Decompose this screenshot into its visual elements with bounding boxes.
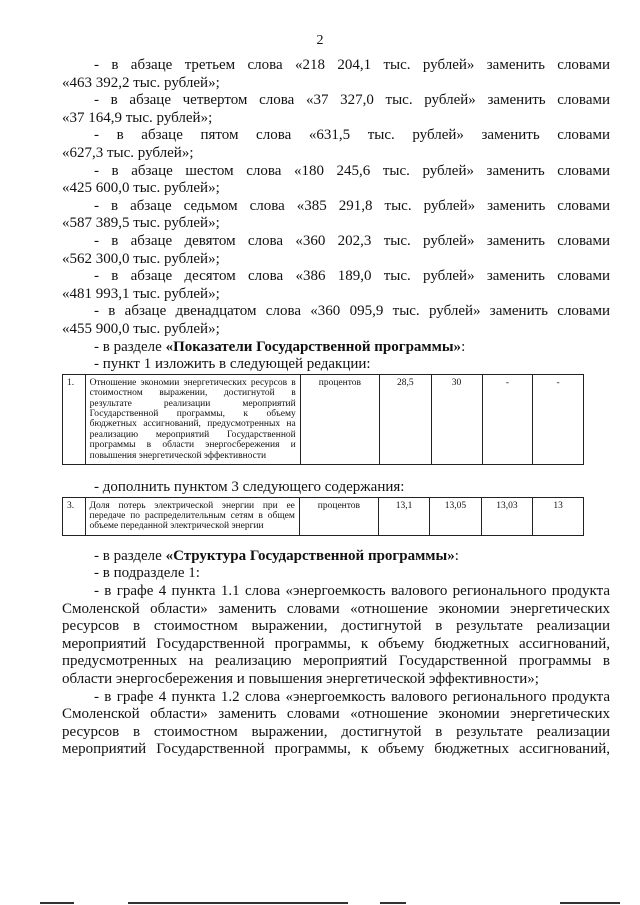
value-cell: 30: [431, 374, 482, 464]
scan-artifact: [40, 902, 74, 904]
text-line: Смоленской области» заменить словами «отношение экономии энергетических: [62, 600, 610, 617]
item3-intro: - дополнить пунктом 3 следующего содержания:: [94, 478, 405, 495]
amendment-value: «562 300,0 тыс. рублей»;: [62, 250, 220, 267]
table-row: [63, 497, 584, 535]
amendment-value: «481 993,1 тыс. рублей»;: [62, 285, 220, 302]
amendment-line: - в абзаце шестом слова «180 245,6 тыс. рублей» заменить словами: [94, 162, 610, 179]
indicator-table-2: [62, 497, 584, 536]
amendment-list: [62, 57, 610, 339]
text-line: ресурсов в стоимостном выражении, достигнутой в результате реализации: [62, 618, 610, 635]
scan-artifact: [380, 902, 406, 904]
paragraph-1-2: [62, 689, 610, 759]
amendment-line: - в абзаце пятом слова «631,5 тыс. рублей» заменить словами: [94, 127, 610, 144]
section-prefix: - в разделе: [94, 338, 166, 355]
amendment-value: «587 389,5 тыс. рублей»;: [62, 215, 220, 232]
text-line: мероприятий Государственной программы, к объему бюджетных ассигнований,: [62, 635, 610, 652]
value-cell: 13,05: [430, 497, 482, 535]
unit-cell: процентов: [300, 374, 379, 464]
value-cell: 13: [533, 497, 584, 535]
text-line: предусмотренных на реализацию мероприятий Государственной программы в: [62, 653, 610, 670]
item1-intro: - пункт 1 изложить в следующей редакции:: [94, 356, 371, 373]
value-cell: -: [533, 374, 584, 464]
indicator-description: Доля потерь электрической энергии при ее передаче по распределительным сетям в общем объеме переданной электрической энергии: [85, 497, 299, 535]
document-body: [62, 57, 610, 759]
amendment-line: - в абзаце четвертом слова «37 327,0 тыс. рублей» заменить словами: [94, 92, 610, 109]
text-line: - в графе 4 пункта 1.2 слова «энергоемкость валового регионального продукта: [94, 688, 610, 705]
amendment-line: - в абзаце седьмом слова «385 291,8 тыс. рублей» заменить словами: [94, 197, 610, 214]
paragraph-1-1: [62, 583, 610, 689]
section-suffix: :: [461, 338, 466, 355]
page-number: 2: [316, 33, 324, 48]
amendment-value: «425 600,0 тыс. рублей»;: [62, 180, 220, 197]
text-line: области энергосбережения и повышения энергетической эффективности»;: [62, 670, 539, 687]
amendment-value: «627,3 тыс. рублей»;: [62, 144, 194, 161]
row-number: 1.: [63, 374, 86, 464]
text-line: - в графе 4 пункта 1.1 слова «энергоемкость валового регионального продукта: [94, 582, 610, 599]
section-heading-structure: [62, 548, 610, 566]
amendment-value: «463 392,2 тыс. рублей»;: [62, 74, 220, 91]
amendment-line: - в абзаце двенадцатом слова «360 095,9 тыс. рублей» заменить словами: [94, 303, 610, 320]
subsection-line: - в подразделе 1:: [94, 565, 200, 582]
section-title: «Показатели Государственной программы»: [165, 338, 462, 355]
amendment-value: «37 164,9 тыс. рублей»;: [62, 109, 213, 126]
value-cell: 13,1: [378, 497, 429, 535]
indicator-description: Отношение экономии энергетических ресурсов в стоимостном выражении, достигнутой в результате реализации мероприятий Государственной программы, к объему бюджетных ассигнований, предусмотренных на реализацию мероприятий Государственной программы в области энергосбережения и повышения энергетической эффективности: [85, 374, 300, 464]
scan-artifact: [128, 902, 348, 904]
value-cell: -: [482, 374, 533, 464]
amendment-line: - в абзаце третьем слова «218 204,1 тыс. рублей» заменить словами: [94, 57, 610, 73]
scan-artifact: [560, 902, 620, 904]
amendment-line: - в абзаце десятом слова «386 189,0 тыс. рублей» заменить словами: [94, 268, 610, 285]
section-suffix: :: [454, 547, 459, 564]
section-heading-indicators: [62, 339, 610, 357]
value-cell: 28,5: [380, 374, 431, 464]
text-line: Смоленской области» заменить словами «отношение экономии энергетических: [62, 706, 610, 723]
row-number: 3.: [63, 497, 86, 535]
indicator-table-1: [62, 374, 584, 465]
amendment-line: - в абзаце девятом слова «360 202,3 тыс. рублей» заменить словами: [94, 232, 610, 249]
section-title: «Структура Государственной программы»: [165, 547, 455, 564]
value-cell: 13,03: [481, 497, 533, 535]
table-row: [63, 374, 584, 464]
section-prefix: - в разделе: [94, 547, 166, 564]
text-line: ресурсов в стоимостном выражении, достигнутой в результате реализации: [62, 723, 610, 740]
text-line: мероприятий Государственной программы, к объему бюджетных ассигнований,: [62, 741, 610, 758]
unit-cell: процентов: [299, 497, 378, 535]
amendment-value: «455 900,0 тыс. рублей»;: [62, 320, 220, 337]
